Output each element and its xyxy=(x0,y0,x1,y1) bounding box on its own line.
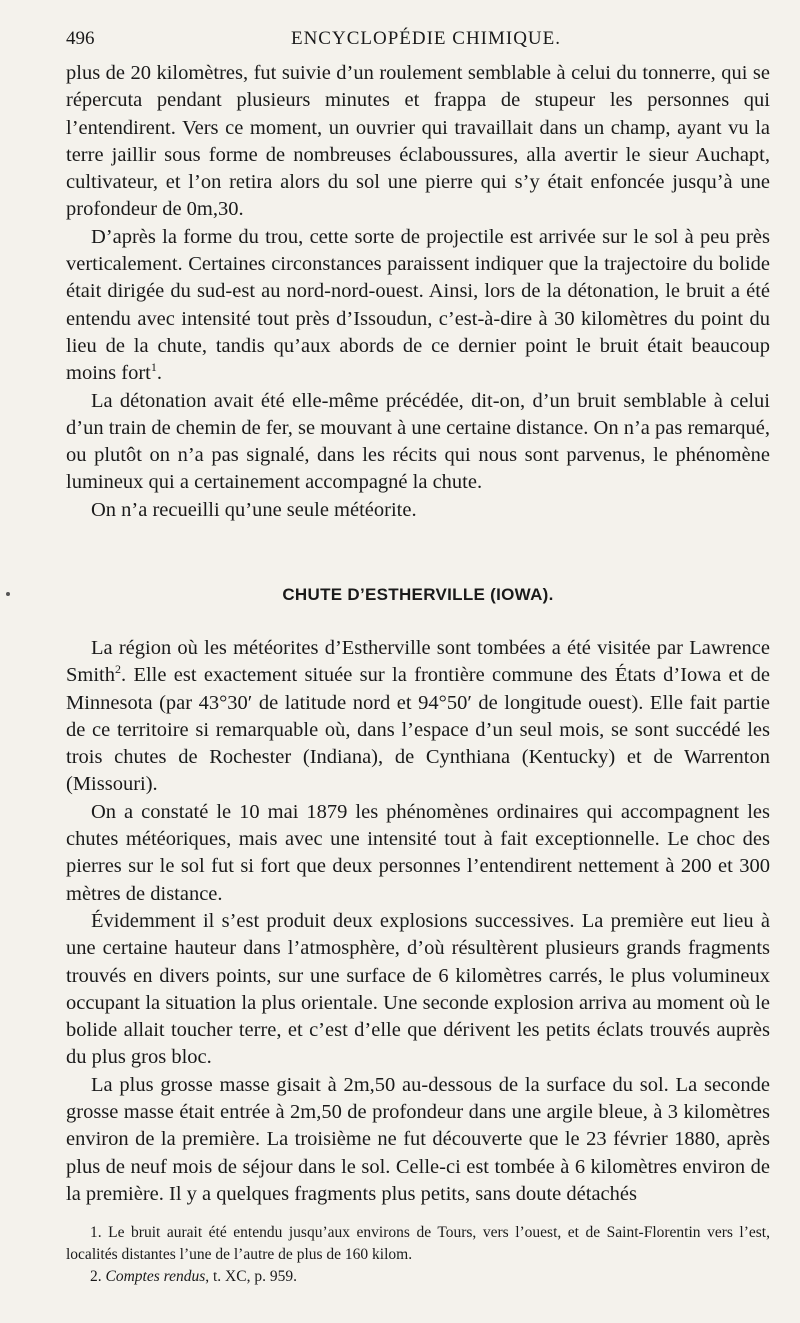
paragraph-text: D’après la forme du trou, cette sorte de projectile est arrivée sur le sol à peu près verticalement. Certaines circonstances paraissent indiquer que la trajectoire du bolide était dirigée du sud-est au nord-nord-ouest. Ainsi, lors de la détonation, le bruit a été entendu avec intensité tout près d’Issoudun, c’est-à-dire à 30 kilomètres du point du lieu de la chute, tandis qu’aux abords de ce dernier point le bruit était beaucoup moins fort xyxy=(66,225,770,385)
paragraph: La détonation avait été elle-même précédée, dit-on, d’un bruit semblable à celui d’un train de chemin de fer, se mouvant à une certaine distance. On n’a pas remarqué, ou plutôt on n’a pas signalé, dans les récits qui nous sont parvenus, le phénomène lumineux qui a certainement accompagné la chute. xyxy=(66,389,770,494)
paragraph xyxy=(66,224,770,388)
paragraph-end: . xyxy=(156,362,162,385)
footnotes xyxy=(66,1222,770,1288)
footnote-source-rest: , t. XC, p. 959. xyxy=(205,1268,297,1285)
section-title: CHUTE D’ESTHERVILLE (IOWA). xyxy=(282,585,554,604)
body-text-bottom xyxy=(66,635,770,1208)
paragraph: La plus grosse masse gisait à 2m,50 au-dessous de la surface du sol. La seconde grosse masse était entrée à 2m,50 de profondeur dans une argile bleue, à 3 kilomètres environ de la première. La troisième ne fut découverte que le 23 février 1880, après plus de neuf mois de séjour dans le sol. Celle-ci est tombée à 6 kilomètres environ de la première. Il y a quelques fragments plus petits, sans doute détachés xyxy=(66,1073,770,1205)
paragraph-text: . Elle est exactement située sur la frontière commune des États d’Iowa et de Minnesota (par 43°30′ de latitude nord et 94°50′ de longitude ouest). Elle fait partie de ce territoire si remarquable où, dans l’espace d’un seul mois, se sont succédé les trois chutes de Rochester (Indiana), de Cynthiana (Kentucky) et de Warrenton (Missouri). xyxy=(66,664,770,796)
body-text-top xyxy=(66,60,770,524)
footnote-ref: 1 xyxy=(150,360,157,375)
page-header xyxy=(66,28,786,56)
footnote-ref: 2 xyxy=(115,662,121,677)
footnote-2 xyxy=(66,1266,770,1288)
paragraph-text: La région où les météorites d’Estherville sont tombées a été visitée par Lawrence Smith xyxy=(66,637,770,687)
margin-mark xyxy=(6,592,10,596)
running-head: ENCYCLOPÉDIE CHIMIQUE. xyxy=(290,28,562,49)
paragraph: On n’a recueilli qu’une seule météorite. xyxy=(91,498,417,521)
page-number: 496 xyxy=(66,28,95,49)
paragraph: On a constaté le 10 mai 1879 les phénomènes ordinaires qui accompagnent les chutes météoriques, mais avec une intensité tout à fait exceptionnelle. Le choc des pierres sur le sol fut si fort que deux personnes l’entendirent nettement à 200 et 300 mètres de distance. xyxy=(66,800,770,905)
footnote-source-title: Comptes rendus xyxy=(105,1268,206,1285)
footnote-1: 1. Le bruit aurait été entendu jusqu’aux environs de Tours, vers l’ouest, et de Saint-Florentin vers l’est, localités distantes l’une de l’autre de plus de 160 kilom. xyxy=(66,1224,770,1263)
paragraph: Évidemment il s’est produit deux explosions successives. La première eut lieu à une certaine hauteur dans l’atmosphère, d’où résultèrent plusieurs grands fragments trouvés en divers points, sur une surface de 6 kilomètres carrés, le plus volumineux occupant la situation la plus orientale. Une seconde explosion arriva au moment où le bolide allait toucher terre, et c’est d’elle que dérivent les petits éclats trouvés auprès du plus gros bloc. xyxy=(66,909,770,1069)
paragraph xyxy=(66,635,770,799)
footnote-number: 2. xyxy=(90,1268,102,1285)
paragraph: plus de 20 kilomètres, fut suivie d’un roulement semblable à celui du tonnerre, qui se répercuta pendant plusieurs minutes et frappa de stupeur les personnes qui l’entendirent. Vers ce moment, un ouvrier qui travaillait dans un champ, ayant vu la terre jaillir sous forme de nombreuses éclaboussures, alla avertir le sieur Auchapt, cultivateur, et l’on retira alors du sol une pierre qui s’y était enfoncée jusqu’à une profondeur de 0m,30. xyxy=(66,62,770,221)
